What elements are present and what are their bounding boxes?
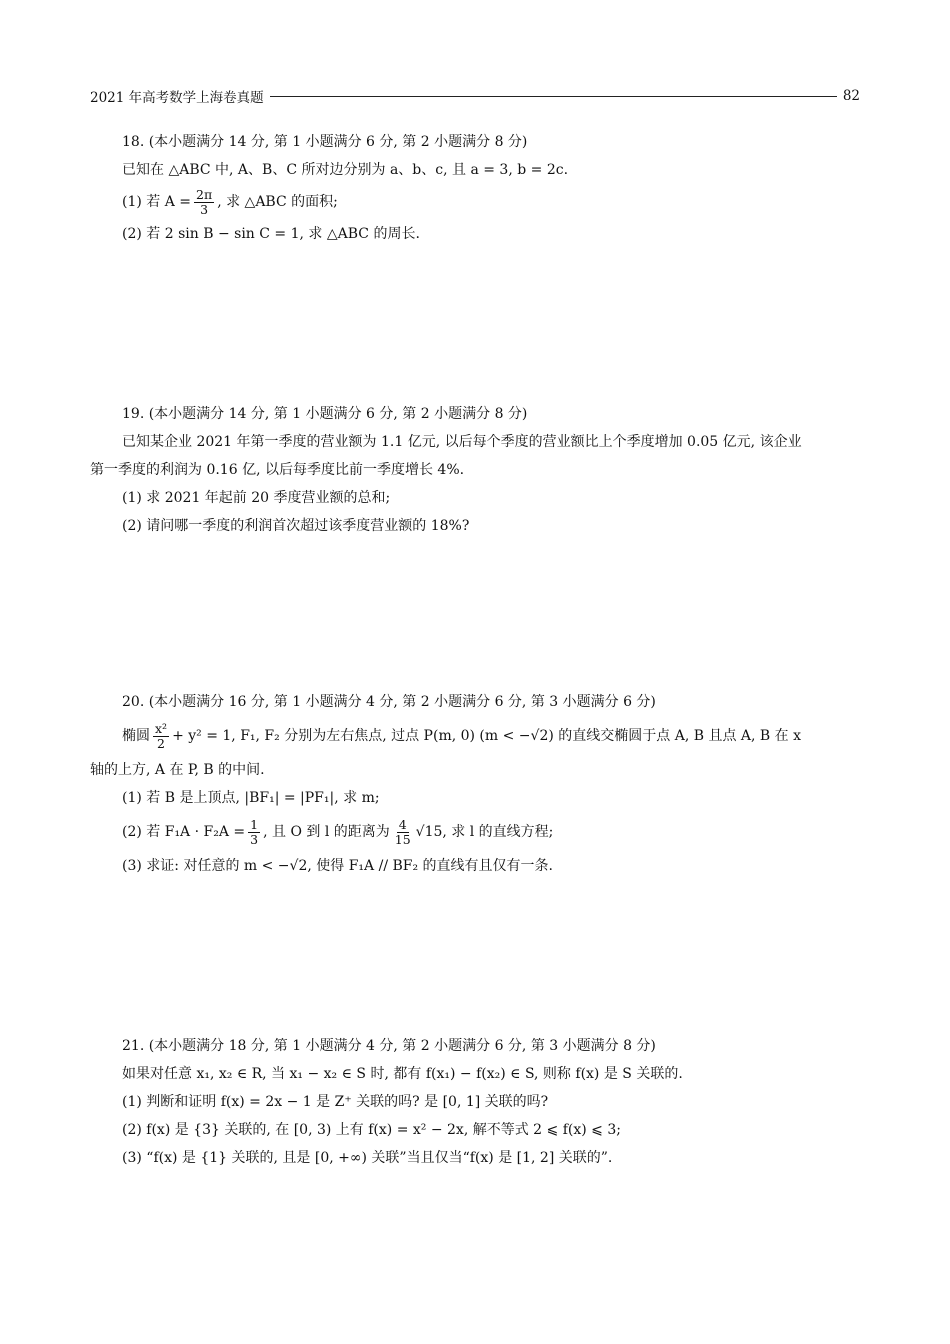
problem-19-question-1: (1) 求 2021 年起前 20 季度营业额的总和; <box>122 490 391 506</box>
q2-fraction-1-denominator: 3 <box>250 831 259 847</box>
header-rule <box>270 96 837 97</box>
problem-18-question-2: (2) 若 2 sin B − sin C = 1, 求 △ABC 的周长. <box>122 226 420 242</box>
q1-suffix: , 求 △ABC 的面积; <box>217 194 338 210</box>
problem-21-intro: 如果对任意 x₁, x₂ ∈ R, 当 x₁ − x₂ ∈ S 时, 都有 f(x₁) − f(x₂) ∈ S, 则称 f(x) 是 S 关联的. <box>122 1066 683 1082</box>
problem-21-question-3: (3) “f(x) 是 {1} 关联的, 且是 [0, +∞) 关联”当且仅当“f(x) 是 [1, 2] 关联的”. <box>122 1150 613 1166</box>
ellipse-fraction <box>153 722 169 751</box>
header-title: 2021 年高考数学上海卷真题 <box>90 90 264 106</box>
problem-19 <box>90 400 860 540</box>
q2-fraction-1 <box>248 818 260 847</box>
problem-19-intro-line-1: 已知某企业 2021 年第一季度的营业额为 1.1 亿元, 以后每个季度的营业额比上个季度增加 0.05 亿元, 该企业 <box>122 434 802 450</box>
problem-18-question-1 <box>90 184 860 220</box>
problem-20 <box>90 688 860 880</box>
q2-fraction-2 <box>393 818 413 847</box>
q1-fraction-denominator: 3 <box>200 201 209 217</box>
problem-20-intro-line-1 <box>90 716 860 756</box>
problem-18 <box>90 128 860 248</box>
problem-19-heading: 19. (本小题满分 14 分, 第 1 小题满分 6 分, 第 2 小题满分 8 分) <box>122 406 528 422</box>
problem-21 <box>90 1032 860 1172</box>
problem-20-question-1: (1) 若 B 是上顶点, |BF₁| = |PF₁|, 求 m; <box>122 790 380 806</box>
problem-20-question-2 <box>90 812 860 852</box>
problem-18-heading: 18. (本小题满分 14 分, 第 1 小题满分 6 分, 第 2 小题满分 8 分) <box>122 134 528 150</box>
problem-20-intro-line-2: 轴的上方, A 在 P, B 的中间. <box>90 762 265 778</box>
q2-fraction-2-numerator: 4 <box>398 816 407 832</box>
page-number: 82 <box>842 88 860 104</box>
problem-20-heading: 20. (本小题满分 16 分, 第 1 小题满分 4 分, 第 2 小题满分 6 分, 第 3 小题满分 6 分) <box>122 694 656 710</box>
problem-21-heading: 21. (本小题满分 18 分, 第 1 小题满分 4 分, 第 2 小题满分 6 分, 第 3 小题满分 8 分) <box>122 1038 656 1054</box>
q2-prefix: (2) 若 F₁A · F₂A = <box>122 824 246 840</box>
ellipse-label: 椭圆 <box>122 728 150 744</box>
q2-fraction-2-denominator: 15 <box>394 831 411 847</box>
problem-21-question-1: (1) 判断和证明 f(x) = 2x − 1 是 Z⁺ 关联的吗? 是 [0, 1] 关联的吗? <box>122 1094 549 1110</box>
q1-fraction <box>194 188 214 217</box>
q1-prefix: (1) 若 A = <box>122 194 192 210</box>
ellipse-fraction-numerator: x² <box>155 720 168 736</box>
problem-18-intro: 已知在 △ABC 中, A、B、C 所对边分别为 a、b、c, 且 a = 3, b = 2c. <box>122 162 569 178</box>
q2-fraction-1-numerator: 1 <box>250 816 259 832</box>
ellipse-rest: + y² = 1, F₁, F₂ 分别为左右焦点, 过点 P(m, 0) (m < −√2) 的直线交椭圆于点 A, B 且点 A, B 在 x <box>172 728 802 744</box>
q2-suffix: √15, 求 l 的直线方程; <box>415 824 554 840</box>
ellipse-fraction-denominator: 2 <box>157 735 165 751</box>
problem-20-question-3: (3) 求证: 对任意的 m < −√2, 使得 F₁A // BF₂ 的直线有且仅有一条. <box>122 858 553 874</box>
problem-19-question-2: (2) 请问哪一季度的利润首次超过该季度营业额的 18%? <box>122 518 470 534</box>
problem-19-intro-line-2: 第一季度的利润为 0.16 亿, 以后每季度比前一季度增长 4%. <box>90 462 465 478</box>
page-header <box>90 86 860 106</box>
q2-middle: , 且 O 到 l 的距离为 <box>263 824 390 840</box>
q1-fraction-numerator: 2π <box>196 186 213 202</box>
problem-21-question-2: (2) f(x) 是 {3} 关联的, 在 [0, 3) 上有 f(x) = x² − 2x, 解不等式 2 ⩽ f(x) ⩽ 3; <box>122 1122 621 1138</box>
